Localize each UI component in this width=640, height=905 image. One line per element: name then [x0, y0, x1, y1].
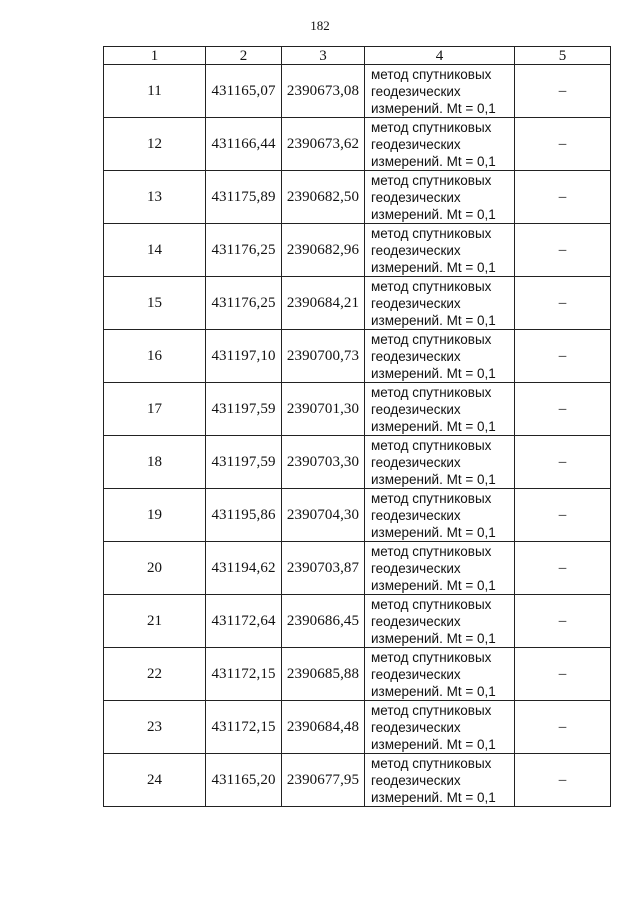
- x-coordinate-cell: 431195,86: [206, 489, 282, 542]
- table-row: [104, 224, 611, 277]
- point-number-cell: 14: [104, 224, 206, 277]
- method-cell: метод спутниковых геодезических измерений. Mt = 0,1: [365, 489, 515, 542]
- page-number: 182: [310, 18, 330, 33]
- x-coordinate-cell: 431172,15: [206, 701, 282, 754]
- coordinates-table: [103, 46, 611, 807]
- table-row: [104, 701, 611, 754]
- y-coordinate-cell: 2390703,30: [282, 436, 365, 489]
- column-5-cell: –: [515, 330, 611, 383]
- table-row: [104, 277, 611, 330]
- y-coordinate-cell: 2390682,50: [282, 171, 365, 224]
- y-coordinate-cell: 2390686,45: [282, 595, 365, 648]
- y-coordinate-cell: 2390677,95: [282, 754, 365, 807]
- point-number-cell: 13: [104, 171, 206, 224]
- method-cell: метод спутниковых геодезических измерений. Mt = 0,1: [365, 754, 515, 807]
- method-cell: метод спутниковых геодезических измерений. Mt = 0,1: [365, 277, 515, 330]
- method-cell: метод спутниковых геодезических измерений. Mt = 0,1: [365, 595, 515, 648]
- column-5-cell: –: [515, 118, 611, 171]
- table-row: [104, 595, 611, 648]
- method-cell: метод спутниковых геодезических измерений. Mt = 0,1: [365, 118, 515, 171]
- method-cell: метод спутниковых геодезических измерений. Mt = 0,1: [365, 383, 515, 436]
- y-coordinate-cell: 2390684,21: [282, 277, 365, 330]
- method-cell: метод спутниковых геодезических измерений. Mt = 0,1: [365, 171, 515, 224]
- table-row: [104, 171, 611, 224]
- column-5-cell: –: [515, 701, 611, 754]
- y-coordinate-cell: 2390685,88: [282, 648, 365, 701]
- column-5-cell: –: [515, 277, 611, 330]
- method-cell: метод спутниковых геодезических измерений. Mt = 0,1: [365, 224, 515, 277]
- point-number-cell: 11: [104, 65, 206, 118]
- point-number-cell: 19: [104, 489, 206, 542]
- x-coordinate-cell: 431165,20: [206, 754, 282, 807]
- column-5-cell: –: [515, 436, 611, 489]
- method-cell: метод спутниковых геодезических измерений. Mt = 0,1: [365, 436, 515, 489]
- column-5-cell: –: [515, 224, 611, 277]
- method-cell: метод спутниковых геодезических измерений. Mt = 0,1: [365, 701, 515, 754]
- column-5-cell: –: [515, 754, 611, 807]
- point-number-cell: 12: [104, 118, 206, 171]
- point-number-cell: 16: [104, 330, 206, 383]
- point-number-cell: 21: [104, 595, 206, 648]
- table-row: [104, 383, 611, 436]
- column-header: 4: [365, 47, 515, 65]
- x-coordinate-cell: 431176,25: [206, 224, 282, 277]
- y-coordinate-cell: 2390684,48: [282, 701, 365, 754]
- y-coordinate-cell: 2390701,30: [282, 383, 365, 436]
- y-coordinate-cell: 2390682,96: [282, 224, 365, 277]
- table-row: [104, 65, 611, 118]
- column-header: 1: [104, 47, 206, 65]
- x-coordinate-cell: 431176,25: [206, 277, 282, 330]
- point-number-cell: 15: [104, 277, 206, 330]
- column-header: 3: [282, 47, 365, 65]
- column-header: 2: [206, 47, 282, 65]
- y-coordinate-cell: 2390704,30: [282, 489, 365, 542]
- x-coordinate-cell: 431172,15: [206, 648, 282, 701]
- point-number-cell: 20: [104, 542, 206, 595]
- table-row: [104, 648, 611, 701]
- method-cell: метод спутниковых геодезических измерений. Mt = 0,1: [365, 542, 515, 595]
- point-number-cell: 18: [104, 436, 206, 489]
- y-coordinate-cell: 2390673,08: [282, 65, 365, 118]
- x-coordinate-cell: 431165,07: [206, 65, 282, 118]
- method-cell: метод спутниковых геодезических измерений. Mt = 0,1: [365, 330, 515, 383]
- column-5-cell: –: [515, 595, 611, 648]
- x-coordinate-cell: 431166,44: [206, 118, 282, 171]
- y-coordinate-cell: 2390700,73: [282, 330, 365, 383]
- method-cell: метод спутниковых геодезических измерений. Mt = 0,1: [365, 648, 515, 701]
- table-row: [104, 436, 611, 489]
- x-coordinate-cell: 431172,64: [206, 595, 282, 648]
- y-coordinate-cell: 2390673,62: [282, 118, 365, 171]
- column-5-cell: –: [515, 383, 611, 436]
- table-row: [104, 754, 611, 807]
- column-5-cell: –: [515, 648, 611, 701]
- x-coordinate-cell: 431197,59: [206, 383, 282, 436]
- x-coordinate-cell: 431197,59: [206, 436, 282, 489]
- column-5-cell: –: [515, 489, 611, 542]
- table-row: [104, 542, 611, 595]
- point-number-cell: 23: [104, 701, 206, 754]
- table-header-row: [104, 47, 611, 65]
- column-5-cell: –: [515, 171, 611, 224]
- point-number-cell: 17: [104, 383, 206, 436]
- column-header: 5: [515, 47, 611, 65]
- x-coordinate-cell: 431194,62: [206, 542, 282, 595]
- column-5-cell: –: [515, 542, 611, 595]
- table-row: [104, 330, 611, 383]
- point-number-cell: 22: [104, 648, 206, 701]
- table-row: [104, 489, 611, 542]
- y-coordinate-cell: 2390703,87: [282, 542, 365, 595]
- method-cell: метод спутниковых геодезических измерений. Mt = 0,1: [365, 65, 515, 118]
- x-coordinate-cell: 431197,10: [206, 330, 282, 383]
- table-row: [104, 118, 611, 171]
- x-coordinate-cell: 431175,89: [206, 171, 282, 224]
- point-number-cell: 24: [104, 754, 206, 807]
- column-5-cell: –: [515, 65, 611, 118]
